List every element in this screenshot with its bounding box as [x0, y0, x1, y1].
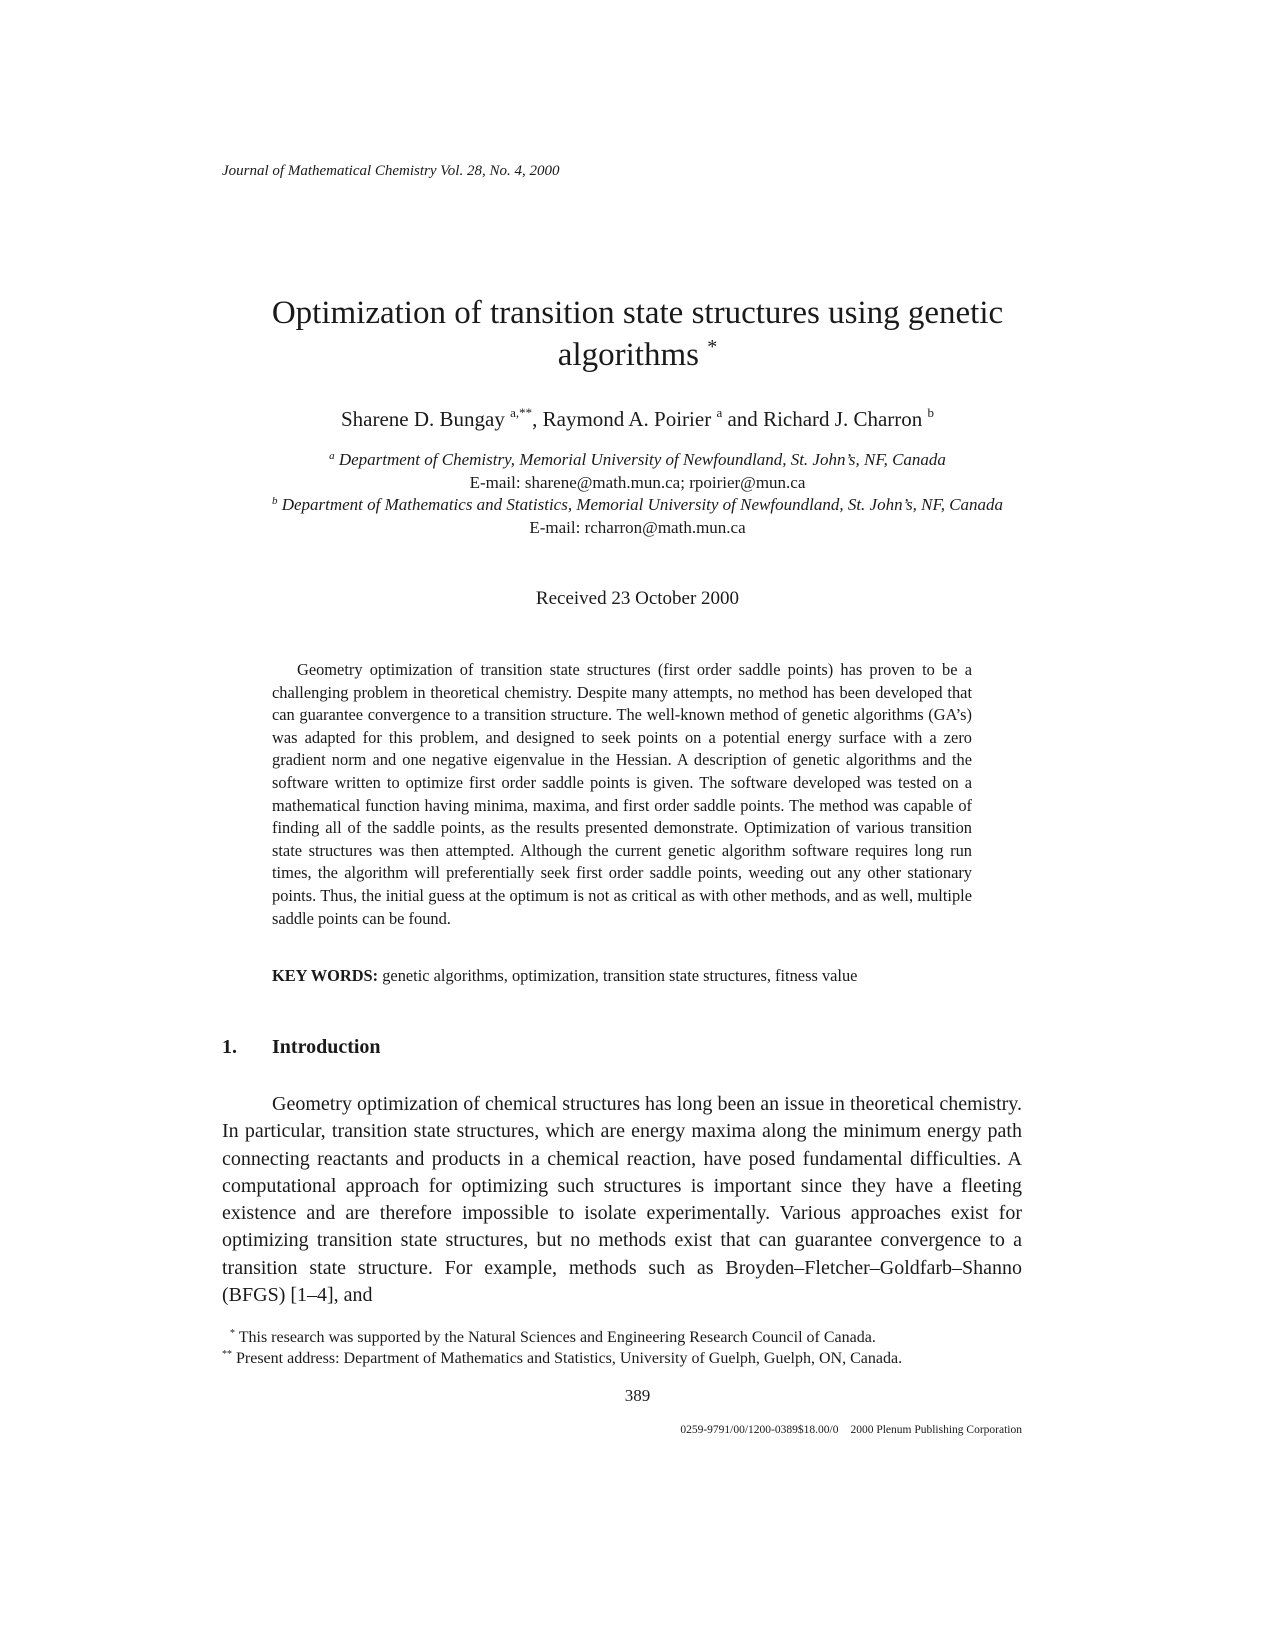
page-number: 389 — [624, 1386, 651, 1405]
author-affiliation-mark: a,** — [510, 405, 533, 420]
running-head: Journal of Mathematical Chemistry Vol. 28, No. 4, 2000 — [222, 163, 560, 179]
paper-title — [200, 292, 1075, 376]
author-name: Raymond A. Poirier — [542, 407, 712, 431]
section-number: 1. — [222, 1036, 237, 1058]
keywords-label: KEY WORDS: — [272, 966, 379, 985]
author-list — [150, 407, 1125, 432]
affiliation-text: Department of Mathematics and Statistics, Memorial University of Newfoundland, St. John’s, NF, Canada — [281, 495, 1004, 514]
affiliation-mark: a — [329, 450, 335, 462]
keywords-list: genetic algorithms, optimization, transition state structures, fitness value — [382, 966, 858, 985]
author-separator: , — [532, 407, 543, 431]
author-name: Sharene D. Bungay — [340, 407, 505, 431]
author-affiliation-mark: a — [716, 405, 723, 420]
affiliation-text: Department of Chemistry, Memorial University of Newfoundland, St. John’s, NF, Canada — [338, 450, 946, 469]
affiliations — [200, 449, 1075, 539]
footnote-text: This research was supported by the Natural Sciences and Engineering Research Council of Canada. — [238, 1329, 876, 1346]
affiliation-b-email: E-mail: rcharron@math.mun.ca — [529, 517, 746, 537]
title-text: Optimization of transition state structures using genetic algorithms — [271, 295, 1004, 373]
abstract: Geometry optimization of transition state structures (first order saddle points) has proven to be a challenging problem in theoretical chemistry. Despite many attempts, no method has been developed that can guarantee convergence to a transition structure. The well-known method of genetic algorithms (GA’s) was adapted for this problem, and designed to seek points on a potential energy surface with a zero gradient norm and one negative eigenvalue in the Hessian. A description of genetic algorithms and the software written to optimize first order saddle points is given. The software developed was tested on a mathematical function having minima, maxima, and first order saddle points. The method was capable of finding all of the saddle points, as the results presented demonstrate. Optimization of various transition state structures was then attempted. Although the current genetic algorithm software requires long run times, the algorithm will preferentially seek first order saddle points, weeding out any other stationary points. Thus, the initial guess at the optimum is not as critical as with other methods, and as well, multiple saddle points can be found. — [272, 660, 972, 928]
received-date: Received 23 October 2000 — [535, 588, 740, 609]
footnotes — [222, 1327, 1042, 1369]
author-name: Richard J. Charron — [763, 407, 923, 431]
footnote — [222, 1348, 1042, 1369]
affiliation-b — [200, 494, 1075, 517]
author-affiliation-mark: b — [927, 405, 935, 420]
author-separator: and — [722, 407, 764, 431]
keywords — [272, 966, 992, 986]
affiliation-a-email: E-mail: sharene@math.mun.ca; rpoirier@mun.ca — [469, 472, 806, 492]
footnote-mark: ** — [222, 1349, 232, 1360]
title-footnote-mark: * — [707, 336, 718, 358]
copyright-holder: 2000 Plenum Publishing Corporation — [850, 1424, 1022, 1436]
footnote — [222, 1327, 1042, 1348]
footnote-text: Present address: Department of Mathematics and Statistics, University of Guelph, Guelph, ON, Canada. — [236, 1350, 903, 1367]
affiliation-a — [200, 449, 1075, 472]
copyright-code: 0259-9791/00/1200-0389$18.00/0 — [680, 1424, 839, 1436]
footnote-mark: * — [230, 1328, 235, 1339]
section-heading — [222, 1036, 381, 1059]
intro-paragraph: Geometry optimization of chemical structures has long been an issue in theoretical chemistry. In particular, transition state structures, which are energy maxima along the minimum energy path connecting reactants and products in a chemical reaction, have posed fundamental difficulties. A computational approach for optimizing such structures is important since they have a fleeting existence and are therefore impossible to isolate experimentally. Various approaches exist for optimizing transition state structures, but no methods exist that can guarantee convergence to a transition state structure. For example, methods such as Broyden–Fletcher–Goldfarb–Shanno (BFGS) [1–4], and — [222, 1093, 1022, 1307]
affiliation-mark: b — [271, 495, 278, 507]
copyright-line — [600, 1424, 1022, 1436]
section-title: Introduction — [272, 1036, 381, 1058]
